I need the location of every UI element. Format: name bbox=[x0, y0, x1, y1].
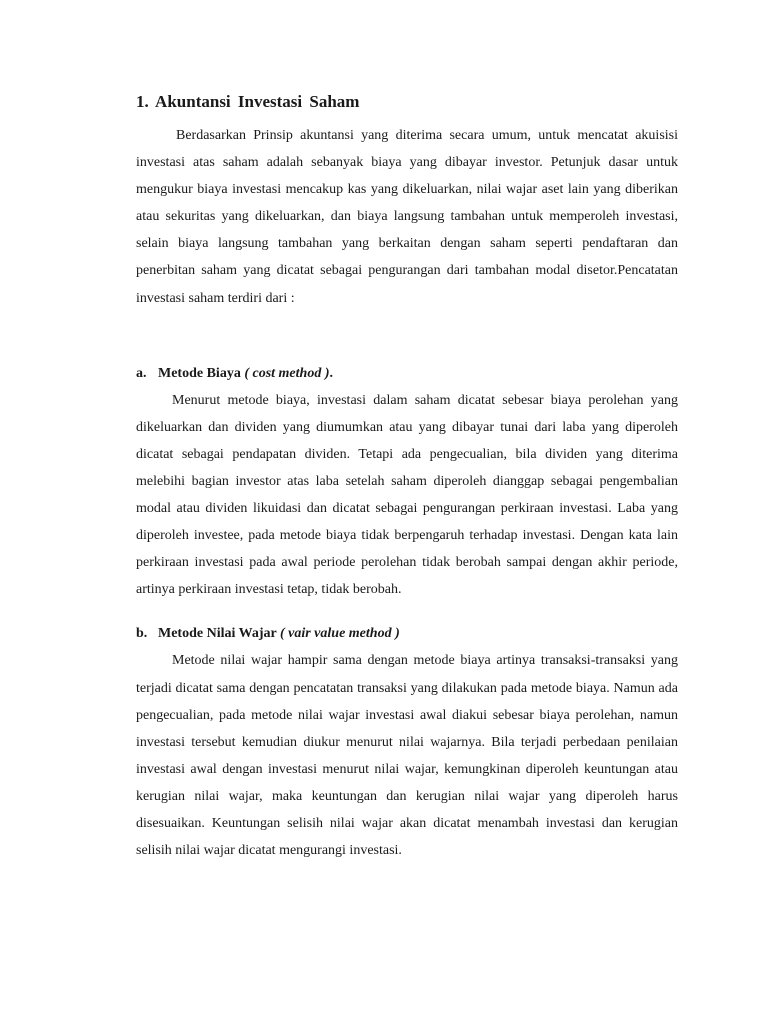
section-term: ( vair value method ) bbox=[279, 626, 400, 642]
section-number: b. bbox=[136, 626, 148, 642]
document-title: 1. Akuntansi Investasi Saham bbox=[136, 92, 360, 111]
section-number: a. bbox=[136, 365, 147, 381]
document-content bbox=[136, 92, 678, 864]
section-heading-cost-method bbox=[136, 364, 678, 384]
section-heading-fair-value-method bbox=[136, 624, 678, 644]
section-title: Metode Nilai Wajar bbox=[158, 626, 277, 642]
section-term: ( cost method ) bbox=[244, 365, 330, 381]
intro-paragraph: Berdasarkan Prinsip akuntansi yang diterima secara umum, untuk mencatat akuisisi investasi atas saham adalah sebanyak biaya yang dibayar investor. Petunjuk dasar untuk mengukur biaya investasi mencakup kas yang dikeluarkan, nilai wajar aset lain yang diberikan atau sekuritas yang dikeluarkan, dan biaya langsung tambahan untuk memperoleh investasi, selain biaya langsung tambahan yang berkaitan dengan saham seperti pendaftaran dan penerbitan saham yang dicatat sebagai pengurangan dari tambahan modal disetor.Pencatatan investasi saham terdiri dari : bbox=[136, 128, 678, 306]
section-body-cost-method: Menurut metode biaya, investasi dalam saham dicatat sebesar biaya perolehan yang dikeluarkan dan dividen yang diumumkan atau yang dibayar tunai dari laba yang diperoleh dicatat sebagai pendapatan dividen. Tetapi ada pengecualian, bila dividen yang diterima melebihi bagian investor atas laba setelah saham diperoleh dianggap sebagai pengembalian modal atau dividen likuidasi dan dicatat sebagai pengurangan perkiraan investasi. Laba yang diperoleh investee, pada metode biaya tidak berpengaruh terhadap investasi. Dengan kata lain perkiraan investasi pada awal periode perolehan tidak berobah sampai dengan akhir periode, artinya perkiraan investasi tetap, tidak berobah. bbox=[136, 392, 678, 598]
section-title: Metode Biaya bbox=[158, 365, 241, 381]
section-suffix: . bbox=[329, 365, 333, 381]
section-body-fair-value-method: Metode nilai wajar hampir sama dengan metode biaya artinya transaksi-transaksi yang terjadi dicatat sama dengan pencatatan transaksi yang dilakukan pada metode biaya. Namun ada pengecualian, pada metode nilai wajar investasi awal diakui sebesar biaya perolehan, namun investasi tersebut kemudian diukur menurut nilai wajarnya. Bila terjadi perbedaan penilaian investasi awal dengan investasi menurut nilai wajar, kemungkinan diperoleh keuntungan atau kerugian nilai wajar, maka keuntungan dan kerugian nilai wajar yang diperoleh harus disesuaikan. Keuntungan selisih nilai wajar akan dicatat menambah investasi dan kerugian selisih nilai wajar dicatat mengurangi investasi. bbox=[136, 653, 678, 859]
